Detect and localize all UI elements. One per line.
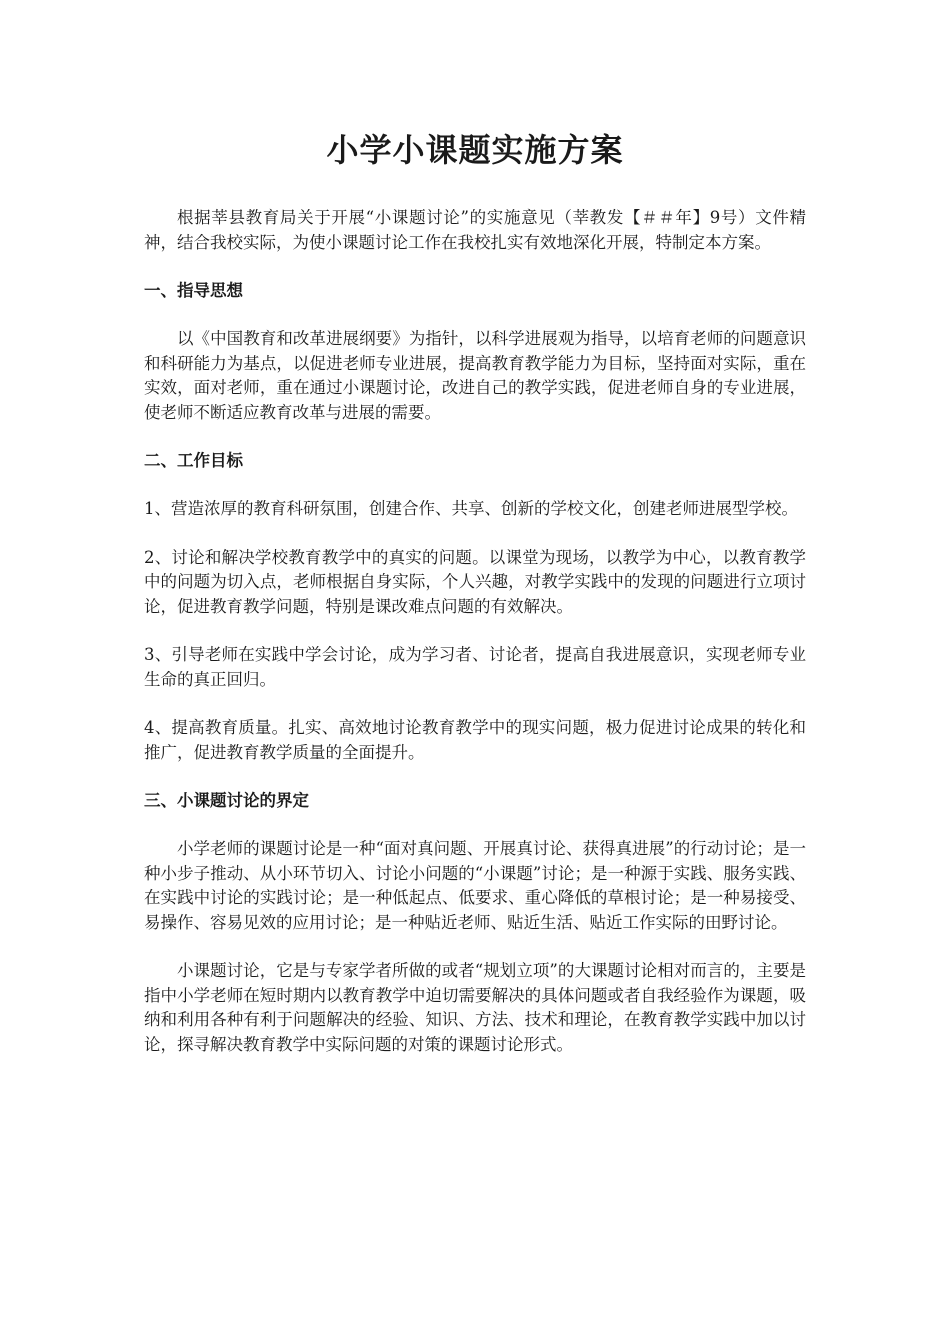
section-heading-guiding-ideology: 一、指导思想	[144, 281, 243, 300]
work-goal-item-1: 1、营造浓厚的教育科研氛围，创建合作、共享、创新的学校文化，创建老师进展型学校。	[144, 499, 798, 518]
work-goal-item-4: 4、提高教育质量。扎实、高效地讨论教育教学中的现实问题，极力促进讨论成果的转化和推广，促进教育教学质量的全面提升。	[144, 718, 806, 762]
work-goal-item-2: 2、讨论和解决学校教育教学中的真实的问题。以课堂为现场，以教学为中心，以教育教学中的问题为切入点，老师根据自身实际，个人兴趣，对教学实践中的发现的问题进行立项讨论，促进教育教学问题，特别是课改难点问题的有效解决。	[144, 547, 806, 616]
section-heading-definition: 三、小课题讨论的界定	[144, 791, 309, 810]
work-goal-item-3: 3、引导老师在实践中学会讨论，成为学习者、讨论者，提高自我进展意识，实现老师专业生命的真正回归。	[144, 645, 806, 689]
document-page	[144, 128, 806, 1081]
definition-paragraph-2: 小课题讨论，它是与专家学者所做的或者“规划立项”的大课题讨论相对而言的，主要是指中小学老师在短时期内以教育教学中迫切需要解决的具体问题或者自我经验作为课题，吸纳和利用各种有利于问题解决的经验、知识、方法、技术和理论，在教育教学实践中加以讨论，探寻解决教育教学中实际问题的对策的课题讨论形式。	[144, 961, 806, 1054]
document-title: 小学小课题实施方案	[326, 131, 624, 169]
section-heading-work-goals: 二、工作目标	[144, 451, 243, 470]
definition-paragraph-1: 小学老师的课题讨论是一种“面对真问题、开展真讨论、获得真进展”的行动讨论；是一种小步子推动、从小环节切入、讨论小问题的“小课题”讨论；是一种源于实践、服务实践、在实践中讨论的实践讨论；是一种低起点、低要求、重心降低的草根讨论；是一种易接受、易操作、容易见效的应用讨论；是一种贴近老师、贴近生活、贴近工作实际的田野讨论。	[144, 839, 806, 932]
intro-paragraph: 根据莘县教育局关于开展“小课题讨论”的实施意见（莘教发【＃＃年】9号）文件精神，结合我校实际，为使小课题讨论工作在我校扎实有效地深化开展，特制定本方案。	[144, 208, 806, 252]
guiding-ideology-paragraph: 以《中国教育和改革进展纲要》为指针，以科学进展观为指导，以培育老师的问题意识和科研能力为基点，以促进老师专业进展，提高教育教学能力为目标，坚持面对实际，重在实效，面对老师，重在通过小课题讨论，改进自己的教学实践，促进老师自身的专业进展，使老师不断适应教育改革与进展的需要。	[144, 329, 806, 422]
